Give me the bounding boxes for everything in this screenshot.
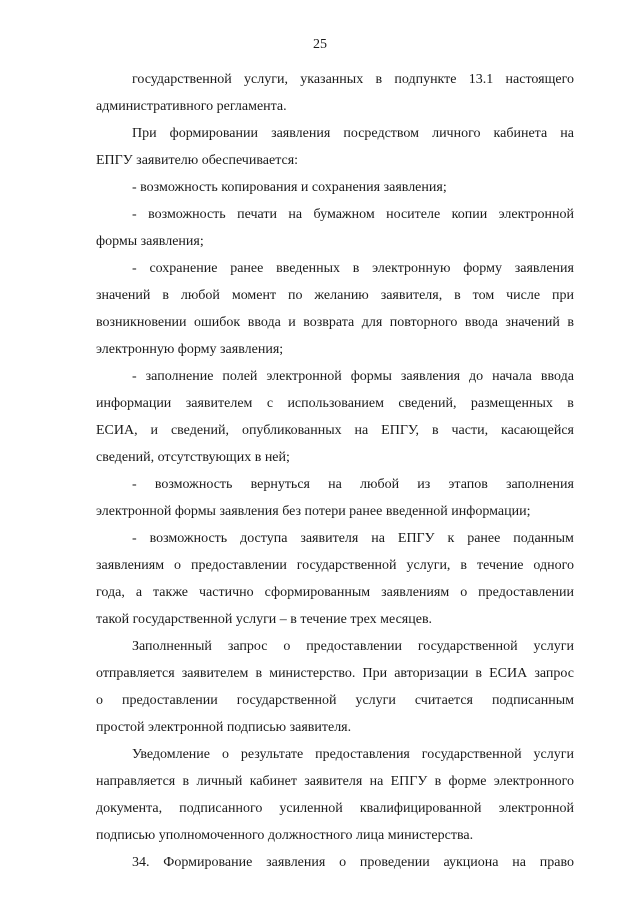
paragraph: [96, 120, 574, 174]
paragraph: [96, 66, 574, 120]
text-line: При формировании заявления посредством личного кабинета на: [132, 126, 574, 141]
document-body: [96, 66, 574, 876]
text-line: - сохранение ранее введенных в электронную форму заявления: [132, 261, 574, 276]
text-line: - возможность вернуться на любой из этапов заполнения: [132, 477, 574, 492]
paragraph: [96, 741, 574, 849]
text-line: ЕПГУ заявителю обеспечивается:: [96, 153, 299, 168]
paragraph: [96, 849, 574, 876]
text-line: электронную форму заявления;: [96, 342, 284, 357]
text-line: 34. Формирование заявления о проведении аукциона на право: [132, 855, 574, 870]
page-number: 25: [313, 37, 327, 52]
text-line: - возможность копирования и сохранения заявления;: [132, 180, 447, 195]
text-line: заявлениям о предоставлении государственной услуги, в течение одного: [96, 558, 574, 573]
text-line: Уведомление о результате предоставления государственной услуги: [132, 747, 574, 762]
text-line: сведений, отсутствующих в ней;: [96, 450, 290, 465]
paragraph: [96, 174, 574, 201]
text-line: - возможность печати на бумажном носителе копии электронной: [132, 207, 574, 222]
text-line: возникновении ошибок ввода и возврата для повторного ввода значений в: [96, 315, 574, 330]
text-line: электронной формы заявления без потери ранее введенной информации;: [96, 504, 531, 519]
paragraph: [96, 525, 574, 633]
text-line: года, а также частично сформированным заявлениям о предоставлении: [96, 585, 574, 600]
text-line: документа, подписанного усиленной квалифицированной электронной: [96, 801, 574, 816]
text-line: подписью уполномоченного должностного лица министерства.: [96, 828, 474, 843]
paragraph: [96, 471, 574, 525]
text-line: административного регламента.: [96, 99, 287, 114]
text-line: значений в любой момент по желанию заявителя, в том числе при: [96, 288, 574, 303]
text-line: о предоставлении государственной услуги считается подписанным: [96, 693, 574, 708]
paragraph: [96, 633, 574, 741]
text-line: - возможность доступа заявителя на ЕПГУ к ранее поданным: [132, 531, 574, 546]
text-line: государственной услуги, указанных в подпункте 13.1 настоящего: [132, 72, 574, 87]
text-line: информации заявителем с использованием сведений, размещенных в: [96, 396, 574, 411]
paragraph: [96, 201, 574, 255]
paragraph: [96, 363, 574, 471]
text-line: - заполнение полей электронной формы заявления до начала ввода: [132, 369, 574, 384]
text-line: формы заявления;: [96, 234, 204, 249]
text-line: отправляется заявителем в министерство. При авторизации в ЕСИА запрос: [96, 666, 574, 681]
text-line: простой электронной подписью заявителя.: [96, 720, 352, 735]
paragraph: [96, 255, 574, 363]
text-line: направляется в личный кабинет заявителя на ЕПГУ в форме электронного: [96, 774, 574, 789]
text-line: Заполненный запрос о предоставлении государственной услуги: [132, 639, 574, 654]
text-line: такой государственной услуги – в течение трех месяцев.: [96, 612, 433, 627]
text-line: ЕСИА, и сведений, опубликованных на ЕПГУ, в части, касающейся: [96, 423, 574, 438]
